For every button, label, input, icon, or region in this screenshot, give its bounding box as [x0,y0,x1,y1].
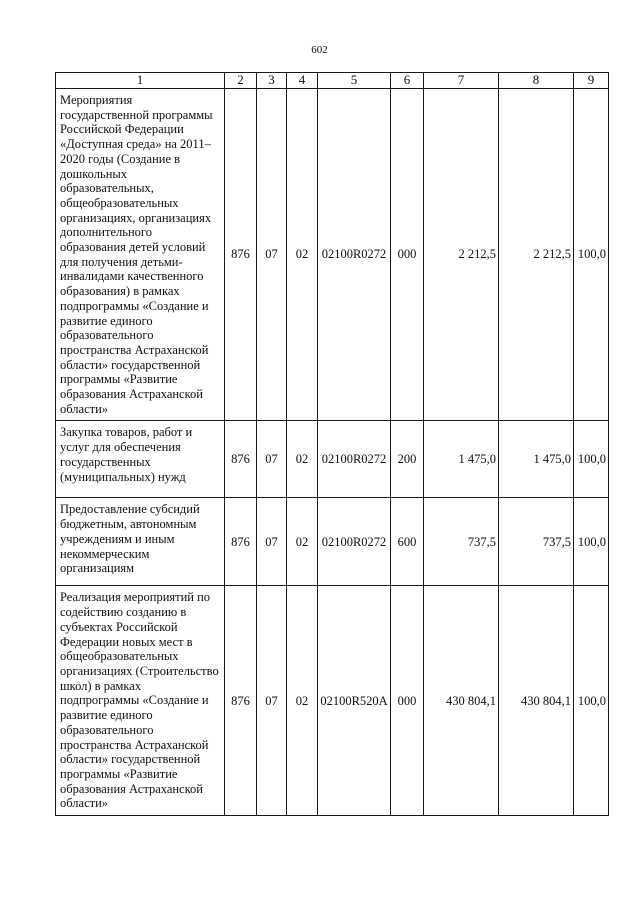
expense-type-code: 000 [391,586,424,816]
row-description: Реализация мероприятий по содействию созданию в субъектах Российской Федерации новых мест в общеобразовательных организациях (Строительство школ) в рамках подпрограммы «Создание и развитие единого образовательного пространства Астраханской области» государственной программы «Развитие образования Астраханской области» [56,586,225,816]
col-header-8: 8 [499,73,574,89]
col-header-2: 2 [225,73,257,89]
ministry-code: 876 [225,89,257,421]
planned-amount: 2 212,5 [424,89,499,421]
target-article-code: 02100R0272 [318,89,391,421]
col-header-4: 4 [287,73,318,89]
section-code: 07 [257,89,287,421]
planned-amount: 1 475,0 [424,421,499,498]
subsection-code: 02 [287,586,318,816]
actual-amount: 1 475,0 [499,421,574,498]
target-article-code: 02100R0272 [318,498,391,586]
section-code: 07 [257,421,287,498]
target-article-code: 02100R520A [318,586,391,816]
table-row [56,586,609,816]
header-row [56,73,609,89]
expense-type-code: 200 [391,421,424,498]
col-header-5: 5 [318,73,391,89]
execution-percent: 100,0 [574,421,609,498]
col-header-6: 6 [391,73,424,89]
section-code: 07 [257,586,287,816]
ministry-code: 876 [225,421,257,498]
table-row [56,89,609,421]
table-row [56,498,609,586]
budget-table [55,72,609,816]
page-number: 602 [311,44,328,56]
subsection-code: 02 [287,89,318,421]
target-article-code: 02100R0272 [318,421,391,498]
actual-amount: 430 804,1 [499,586,574,816]
subsection-code: 02 [287,498,318,586]
row-description: Предоставление субсидий бюджетным, автономным учреждениям и иным некоммерческим организациям [56,498,225,586]
planned-amount: 430 804,1 [424,586,499,816]
planned-amount: 737,5 [424,498,499,586]
execution-percent: 100,0 [574,89,609,421]
actual-amount: 737,5 [499,498,574,586]
actual-amount: 2 212,5 [499,89,574,421]
execution-percent: 100,0 [574,498,609,586]
execution-percent: 100,0 [574,586,609,816]
table-row [56,421,609,498]
ministry-code: 876 [225,498,257,586]
col-header-7: 7 [424,73,499,89]
expense-type-code: 600 [391,498,424,586]
ministry-code: 876 [225,586,257,816]
subsection-code: 02 [287,421,318,498]
row-description: Закупка товаров, работ и услуг для обеспечения государственных (муниципальных) нужд [56,421,225,498]
row-description: Мероприятия государственной программы Российской Федерации «Доступная среда» на 2011–2020 годы (Создание в дошкольных образовательных, общеобразовательных организациях, организациях дополнительного образования детей условий для получения детьми-инвалидами качественного образования) в рамках подпрограммы «Создание и развитие единого образовательного пространства Астраханской области» государственной программы «Развитие образования Астраханской области» [56,89,225,421]
col-header-1: 1 [56,73,225,89]
col-header-3: 3 [257,73,287,89]
section-code: 07 [257,498,287,586]
col-header-9: 9 [574,73,609,89]
expense-type-code: 000 [391,89,424,421]
